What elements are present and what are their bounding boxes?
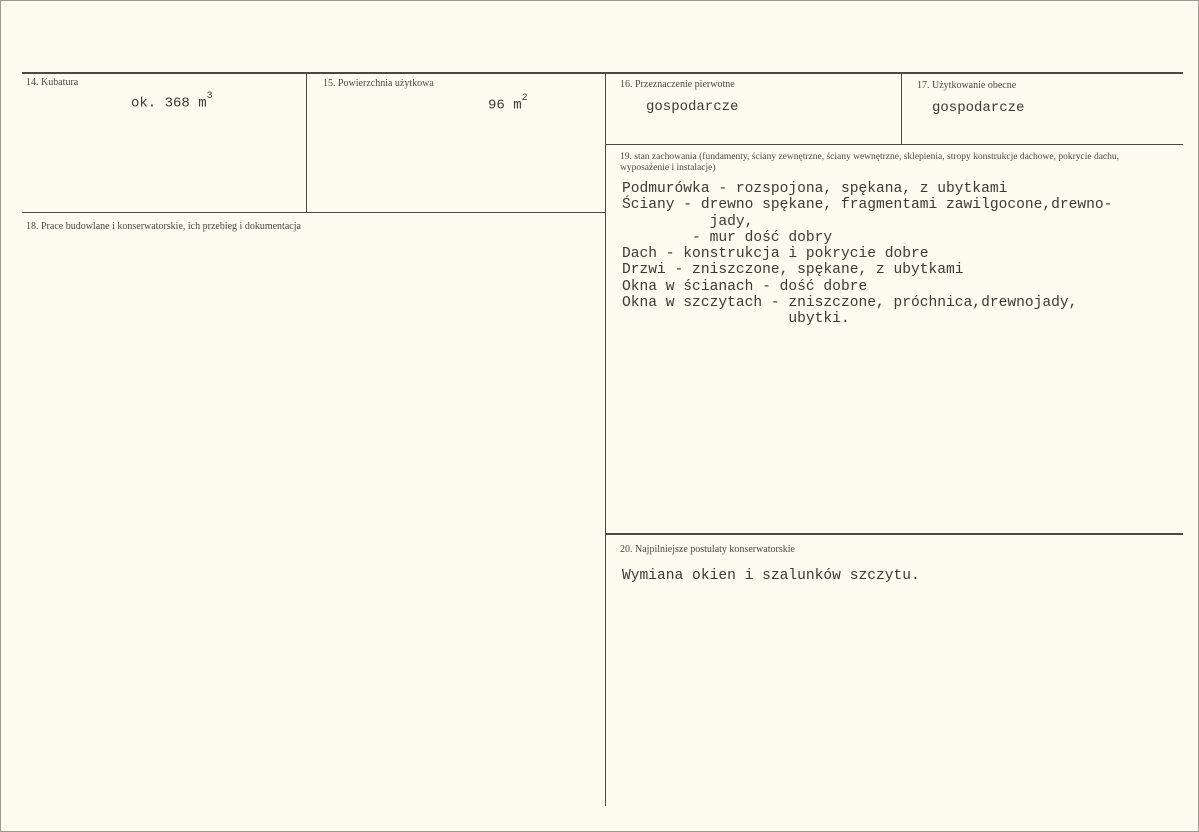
field-16-value: gospodarcze [646, 99, 739, 115]
field-20-label: 20. Najpilniejsze postulaty konserwatorskie [620, 544, 795, 555]
divider-14-15 [306, 73, 307, 212]
condition-line: ubytki. [622, 311, 850, 328]
condition-line: Podmurówka - rozspojona, spękana, z ubytkami [622, 181, 1008, 197]
field-19-label: 19. stan zachowania (fundamenty, ściany zewnętrzne, ściany wewnętrzne, sklepienia, stropy konstrukcje dachowe, pokrycie dachu, wyposażenie i instalacje) [620, 152, 1120, 173]
field-20-value: Wymiana okien i szalunków szczytu. [622, 568, 920, 584]
top-rule [22, 72, 1183, 74]
field-16-label: 16. Przeznaczenie pierwotne [620, 79, 735, 90]
field-14-value [131, 91, 213, 112]
powierzchnia-exponent: 2 [521, 93, 528, 104]
field-14-label: 14. Kubatura [26, 77, 79, 88]
condition-line: - mur dość dobry [622, 229, 833, 246]
condition-line: Okna w szczytach - zniszczone, próchnica,drewnojady, [622, 295, 1078, 312]
condition-line: Drzwi - zniszczone, spękane, z ubytkami [622, 262, 964, 279]
field-15-label: 15. Powierzchnia użytkowa [323, 78, 434, 89]
powierzchnia-value: 96 m [488, 97, 522, 114]
rule-right-19 [605, 144, 1183, 145]
field-15-value [488, 93, 528, 114]
kubatura-value: ok. 368 m [131, 95, 207, 112]
field-17-value: gospodarcze [932, 100, 1025, 116]
field-17-label: 17. Użytkowanie obecne [917, 80, 1017, 91]
rule-right-20 [605, 533, 1183, 535]
field-19-text [622, 181, 1112, 328]
condition-line: Okna w ścianach - dość dobre [622, 278, 868, 295]
condition-line: jady, [622, 213, 754, 230]
condition-line: Ściany - drewno spękane, fragmentami zawilgocone,drewno- [622, 197, 1113, 214]
condition-line: Dach - konstrukcja i pokrycie dobre [622, 246, 929, 263]
kubatura-exponent: 3 [206, 91, 213, 102]
divider-16-17 [901, 73, 902, 144]
center-divider [605, 73, 606, 806]
field-18-label: 18. Prace budowlane i konserwatorskie, ich przebieg i dokumentacja [26, 221, 301, 232]
rule-left-18 [22, 212, 606, 213]
